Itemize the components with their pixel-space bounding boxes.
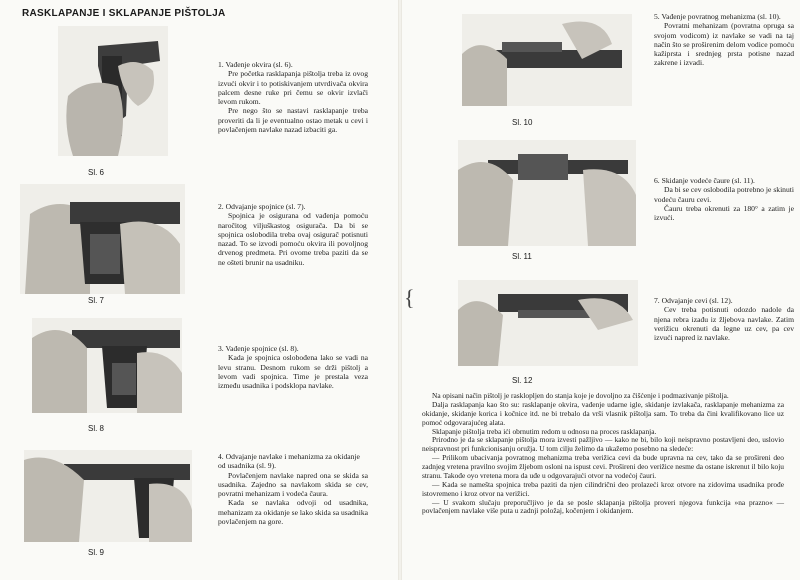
step-6-text bbox=[654, 176, 794, 222]
figure-10-caption: Sl. 10 bbox=[512, 118, 533, 127]
figure-7-caption: Sl. 7 bbox=[88, 296, 105, 305]
figure-11-caption: Sl. 11 bbox=[512, 252, 532, 261]
step-7-text bbox=[654, 296, 794, 342]
step-5-text bbox=[654, 12, 794, 68]
figure-12-caption: Sl. 12 bbox=[512, 376, 533, 385]
right-page bbox=[402, 0, 800, 580]
closing-para-4: Prirodno je da se sklapanje pištolja mora izvesti pažljivo — kako ne bi, bilo koji neispravno postavljeni deo, uslovio neispravnost pri funkcionisanju oružja. U tom cilju želimo da ukažemo posebno na sledeće: bbox=[422, 435, 784, 454]
step-2-para-1: Spojnica je osigurana od vađenja pomoću naročitog viljuškastog osigurača. Da bi se spojnica oslobodila treba ovaj osigurač potisnuti nazad. To se izvodi pomoću okvira ili povoljnog drvenog predmeta. Pri ovome treba paziti da se ne ošteti brunir na usadniku. bbox=[218, 211, 368, 267]
figure-11-photo bbox=[458, 140, 636, 246]
step-2-text bbox=[218, 202, 368, 267]
left-page bbox=[0, 0, 398, 580]
step-4-text bbox=[218, 452, 368, 526]
figure-8-illustration bbox=[32, 318, 182, 413]
step-2-title: 2. Odvajanje spojnice (sl. 7). bbox=[218, 202, 306, 211]
figure-10-photo bbox=[462, 14, 632, 106]
step-3-title: 3. Vađenje spojnice (sl. 8). bbox=[218, 344, 299, 353]
step-4-para-2: Kada se navlaka odvoji od usadnika, mehanizam za okidanje se lako skida sa usadnika povlačenjem na gore. bbox=[218, 498, 368, 526]
figure-6-illustration bbox=[58, 26, 168, 156]
step-6-para-1: Da bi se cev oslobodila potrebno je skinuti vodeću čauru cevi. bbox=[654, 185, 794, 204]
figure-10-illustration bbox=[462, 14, 632, 106]
figure-11-illustration bbox=[458, 140, 636, 246]
closing-text bbox=[422, 392, 784, 516]
figure-6-caption: Sl. 6 bbox=[88, 168, 105, 177]
step-4-title: 4. Odvajanje navlake i mehanizma za okidanje od usadnika (sl. 9). bbox=[218, 452, 360, 471]
figure-9-photo bbox=[24, 450, 192, 542]
step-6-para-2: Čauru treba okrenuti za 180° a zatim je izvući. bbox=[654, 203, 794, 222]
step-1-title: 1. Vađenje okvira (sl. 6). bbox=[218, 60, 293, 69]
closing-para-6: — Kada se namešta spojnica treba paziti da njen cilindrični deo prolazeći kroz otvore na zidovima usadnika prođe istovremeno i kroz otvor na verižici. bbox=[422, 479, 784, 498]
figure-9-caption: Sl. 9 bbox=[88, 548, 105, 557]
closing-para-3: Sklapanje pištolja treba ići obrnutim redom u odnosu na proces rasklapanja. bbox=[432, 426, 657, 436]
page-heading: RASKLAPANJE I SKLAPANJE PIŠTOLJA bbox=[22, 8, 226, 19]
step-3-text bbox=[218, 344, 368, 390]
figure-12-photo bbox=[458, 280, 638, 366]
closing-para-1: Na opisani način pištolj je rasklopljen do stanja koje je dovoljno za čišćenje i podmazivanje pištolja. bbox=[432, 391, 729, 400]
step-3-para-1: Kada je spojnica oslobođena lako se vadi na levu stranu. Desnom rukom se drži pištolj a levom vadi spojnica. Time je prestala veza između usadnika i podsklopa navlake. bbox=[218, 353, 368, 390]
step-5-title: 5. Vađenje povratnog mehanizma (sl. 10). bbox=[654, 12, 781, 21]
closing-para-2: Dalja rasklapanja kao što su: rasklapanje okvira, vađenje udarne igle, skidanje izvlakača, rasklapanje mehanizma za okidanje, skidanje korica i kočnice itd. ne bi trebalo da vrši vlasnik pištolja sam. To treba da čini kvalifikovano lice uz pomoć odgovarajućeg alata. bbox=[422, 399, 784, 427]
step-1-para-2: Pre nego što se nastavi rasklapanje treba proveriti da li je eventualno ostao metak u cevi i povlačenjem navlake nazad izbaciti ga. bbox=[218, 106, 368, 134]
step-7-para-1: Cev treba potisnuti odozdo nadole da njena rebra izađu iz žljebova navlake. Zatim verižicu okrenuti da legne uz cev, pa cev izvući napred iz navlake. bbox=[654, 305, 794, 342]
step-6-title: 6. Skidanje vodeće čaure (sl. 11). bbox=[654, 176, 755, 185]
figure-12-illustration bbox=[458, 280, 638, 366]
figure-7-photo bbox=[20, 184, 185, 294]
closing-para-5: — Prilikom ubacivanja povratnog mehanizma treba verižica cevi da bude upravna na cev, tako da se prošireni deo zadnjeg vretena pravilno svojim žljebom osloni na ispust cevi. Prošireni deo verižice nesme da ostane iskrenut il bilo koju stranu. Takođe oyo vretena mora da uđe u odgovarajući otvor na vodećoj čauri. bbox=[422, 453, 784, 480]
step-7-title: 7. Odvajanje cevi (sl. 12). bbox=[654, 296, 733, 305]
figure-6-photo bbox=[58, 26, 168, 156]
figure-8-photo bbox=[32, 318, 182, 413]
step-5-para-1: Povratni mehanizam (povratna opruga sa svojom vodicom) iz navlake se vadi na taj način što se proširenim delom vodice pomoću kažiprsta i srednjeg prsta potisne nazad zakrene i izvadi. bbox=[654, 21, 794, 68]
figure-8-caption: Sl. 8 bbox=[88, 424, 105, 433]
step-1-para-1: Pre početka rasklapanja pištolja treba iz ovog izvući okvir i to potiskivanjem utvrdivača okvira palcem desne ruke pri čemu se okvir izvlači levom rukom. bbox=[218, 69, 368, 106]
closing-para-7: — U svakom slučaju preporučljivo je da se posle sklapanja pištolja proveri njegova funkcija »na prazno« — povlačenjem navlake više puta u zadnji položaj, kočenjem i okidanjem. bbox=[422, 497, 784, 516]
figure-7-illustration bbox=[20, 184, 185, 294]
binding-mark: { bbox=[404, 285, 415, 310]
step-1-text bbox=[218, 60, 368, 134]
step-4-para-1: Povlačenjem navlake napred ona se skida sa usadnika. Zajedno sa navlakom skida se cev, povratni mehanizam i vodeća čaura. bbox=[218, 470, 368, 498]
figure-9-illustration bbox=[24, 450, 192, 542]
